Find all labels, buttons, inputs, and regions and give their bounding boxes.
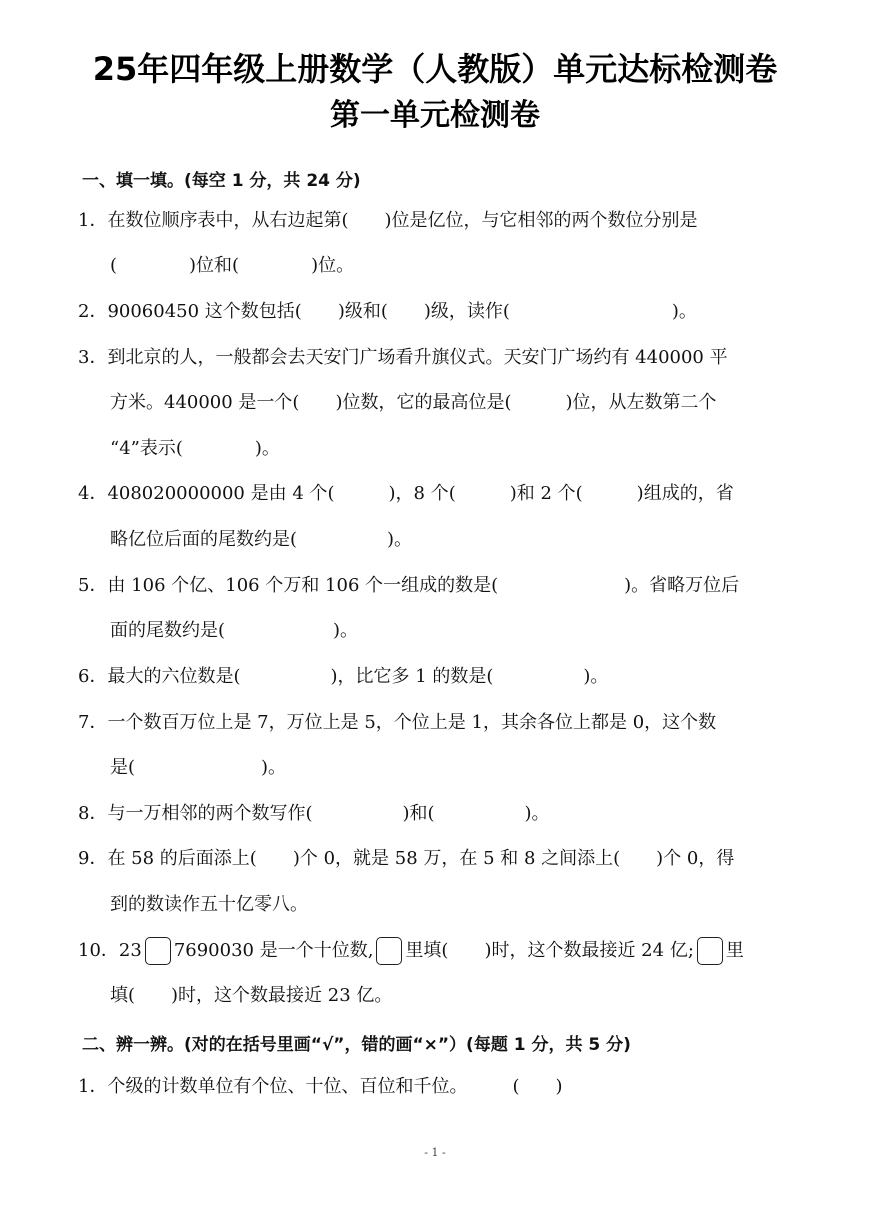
question-9-line-1	[78, 847, 734, 871]
question-1-line-2: ( )位和( )位。	[110, 255, 355, 276]
question-1-line-1	[78, 209, 698, 233]
question-text-part-3: 里填( )时，这个数最接近 24 亿;	[405, 940, 694, 961]
question-3-line-2: 方米。440000 是一个( )位数，它的最高位是( )位，从左数第二个	[110, 392, 717, 413]
question-text: 408020000000 是由 4 个( )，8 个( )和 2 个( )组成的，省	[107, 483, 734, 504]
question-number: 8．	[78, 803, 108, 824]
page-subtitle: 第一单元检测卷	[330, 98, 540, 133]
question-number: 3．	[78, 347, 108, 368]
question-text: 90060450 这个数包括( )级和( )级，读作( )。	[107, 301, 697, 322]
question-5-line-2: 面的尾数约是( )。	[110, 620, 359, 641]
question-text: 一个数百万位上是 7，万位上是 5，个位上是 1，其余各位上都是 0，这个数	[107, 712, 717, 733]
question-4-line-2: 略亿位后面的尾数约是( )。	[110, 529, 413, 550]
question-text: 在 58 的后面添上( )个 0，就是 58 万，在 5 和 8 之间添上( )个 0，得	[107, 848, 735, 869]
question-text: 个级的计数单位有个位、十位、百位和千位。 ( )	[107, 1076, 563, 1097]
question-number: 2．	[78, 301, 108, 322]
answer-box-1[interactable]	[145, 937, 171, 965]
answer-box-2[interactable]	[376, 937, 402, 965]
question-number: 1．	[78, 210, 108, 231]
answer-box-3[interactable]	[697, 937, 723, 965]
question-number: 1．	[78, 1076, 108, 1097]
question-text-part-2: 7690030 是一个十位数,	[173, 940, 374, 961]
page-title: 25年四年级上册数学（人教版）单元达标检测卷	[92, 50, 778, 88]
section-1-heading: 一、填一填。(每空 1 分，共 24 分)	[82, 171, 361, 191]
question-text: 到北京的人，一般都会去天安门广场看升旗仪式。天安门广场约有 440000 平	[107, 347, 728, 368]
question-number: 5．	[78, 575, 108, 596]
question-5-line-1	[78, 574, 739, 598]
section-2-heading: 二、辨一辨。(对的在括号里画“√”，错的画“×”）(每题 1 分，共 5 分)	[82, 1035, 631, 1055]
question-text-part-4: 里	[725, 940, 744, 961]
question-text: 由 106 个亿、106 个万和 106 个一组成的数是( )。省略万位后	[107, 575, 740, 596]
question-9-line-2: 到的数读作五十亿零八。	[110, 894, 308, 915]
question-7-line-2: 是( )。	[110, 757, 287, 778]
question-8-line-1	[78, 802, 550, 826]
question-text: 在数位顺序表中，从右边起第( )位是亿位，与它相邻的两个数位分别是	[107, 210, 698, 231]
question-number: 7．	[78, 712, 108, 733]
question-10-line-2: 填( )时，这个数最接近 23 亿。	[110, 985, 393, 1006]
question-6-line-1	[78, 665, 608, 689]
question-text-part-1: 23	[118, 940, 142, 961]
question-3-line-3: “4”表示( )。	[110, 438, 280, 459]
question-7-line-1	[78, 711, 716, 735]
question-number: 6．	[78, 666, 108, 687]
question-text: 最大的六位数是( )，比它多 1 的数是( )。	[107, 666, 609, 687]
question-number: 4．	[78, 483, 108, 504]
question-2-line-1	[78, 300, 697, 324]
judge-question-1	[78, 1075, 563, 1099]
question-3-line-1	[78, 346, 728, 370]
question-10-line-1	[78, 937, 744, 965]
question-4-line-1	[78, 482, 734, 506]
question-text: 与一万相邻的两个数写作( )和( )。	[107, 803, 550, 824]
question-number: 10．	[78, 940, 119, 961]
question-number: 9．	[78, 848, 108, 869]
page-number: - 1 -	[424, 1146, 446, 1159]
